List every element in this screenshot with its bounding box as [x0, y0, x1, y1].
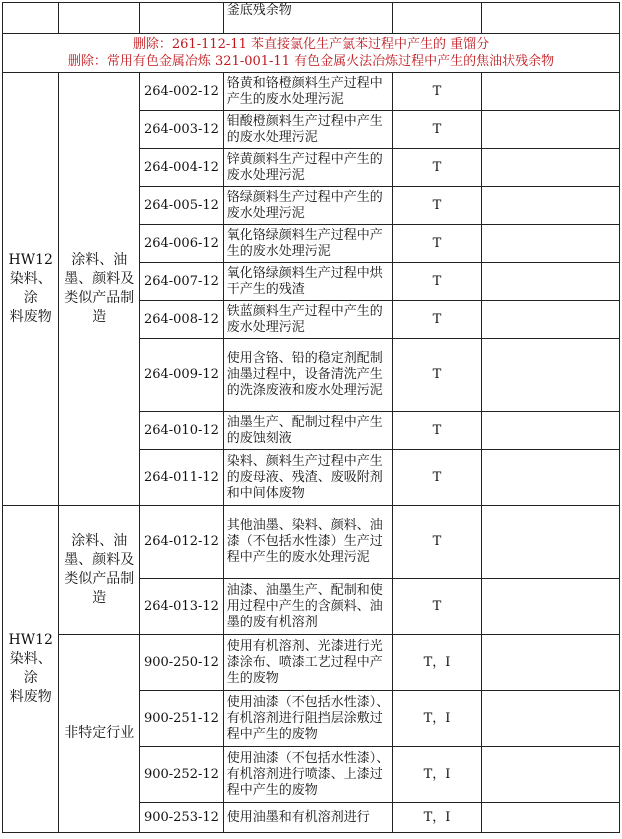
waste-code-cell: 264-003-12 — [140, 111, 224, 149]
description-cell: 氧化铬绿颜料生产过程中烘干产生的残渣 — [223, 263, 392, 301]
waste-code-cell: 900-253-12 — [140, 803, 224, 833]
description-cell: 染料、颜料生产过程中产生的废母液、残渣、废吸附剂和中间体废物 — [223, 450, 392, 506]
waste-code-cell: 264-012-12 — [140, 506, 224, 579]
description-cell: 油漆、油墨生产、配制和使用过程中产生的含颜料、油墨的废有机溶剂 — [223, 579, 392, 635]
hazard-characteristic-cell: T — [393, 412, 482, 450]
waste-category-cell: HW12 染料、涂 料废物 — [3, 73, 59, 506]
waste-code-cell: 264-013-12 — [140, 579, 224, 635]
description-cell: 氧化铬绿颜料生产过程中产生的废水处理污泥 — [223, 225, 392, 263]
hazard-characteristic-cell: T — [393, 339, 482, 412]
hazardous-waste-table — [2, 2, 620, 833]
empty-cell — [481, 339, 619, 412]
waste-code-cell: 264-002-12 — [140, 73, 224, 111]
waste-code-cell: 264-004-12 — [140, 149, 224, 187]
waste-code-cell: 900-250-12 — [140, 635, 224, 691]
description-cell: 钼酸橙颜料生产过程中产生的废水处理污泥 — [223, 111, 392, 149]
hazard-characteristic-cell: T — [393, 301, 482, 339]
table-row — [3, 506, 620, 579]
deletion-notice-line-1: 删除：261-112-11 苯直接氯化生产氯苯过程中产生的 重馏分 — [132, 37, 490, 52]
hazard-characteristic-cell: T — [393, 111, 482, 149]
industry-source-cell: 涂料、油墨、颜料及类似产品制造 — [59, 506, 140, 635]
hazard-characteristic-cell: T — [393, 506, 482, 579]
hazard-characteristic-cell: T — [393, 450, 482, 506]
empty-cell — [481, 187, 619, 225]
industry-source-cell: 非特定行业 — [59, 635, 140, 833]
description-cell: 使用含铬、铅的稳定剂配制油墨过程中，设备清洗产生的洗涤废液和废水处理污泥 — [223, 339, 392, 412]
waste-code-cell: 264-009-12 — [140, 339, 224, 412]
table-row — [3, 3, 620, 34]
deletion-notice-row — [3, 34, 620, 73]
description-cell: 釜底残余物 — [223, 3, 392, 34]
hazard-characteristic-cell: T — [393, 187, 482, 225]
empty-cell — [481, 225, 619, 263]
description-cell: 铁蓝颜料生产过程中产生的废水处理污泥 — [223, 301, 392, 339]
description-cell: 使用油墨和有机溶剂进行 — [223, 803, 392, 833]
hazard-characteristic-cell: T — [393, 73, 482, 111]
waste-category-cell: HW12 染料、涂 料废物 — [3, 506, 59, 833]
empty-cell — [481, 111, 619, 149]
hazard-characteristic-cell: T — [393, 225, 482, 263]
empty-cell — [481, 635, 619, 691]
description-cell: 油墨生产、配制过程中产生的废蚀刻液 — [223, 412, 392, 450]
table-row — [3, 635, 620, 691]
description-cell: 使用有机溶剂、光漆进行光漆涂布、喷漆工艺过程中产生的废物 — [223, 635, 392, 691]
empty-cell — [481, 747, 619, 803]
description-cell: 铬黄和铬橙颜料生产过程中产生的废水处理污泥 — [223, 73, 392, 111]
table-row — [3, 73, 620, 111]
description-cell: 使用油漆（不包括水性漆）、有机溶剂进行喷漆、上漆过程中产生的废物 — [223, 747, 392, 803]
deletion-notice-line-2: 删除：常用有色金属冶炼 321-001-11 有色金属火法冶炼过程中产生的焦油状残余物 — [67, 54, 555, 69]
hazard-characteristic-cell: T — [393, 579, 482, 635]
empty-cell — [481, 301, 619, 339]
industry-source-cell: 涂料、油墨、颜料及类似产品制造 — [59, 73, 140, 506]
empty-cell — [481, 149, 619, 187]
empty-cell — [481, 263, 619, 301]
deletion-notice — [3, 34, 620, 73]
description-cell: 使用油漆（不包括水性漆）、有机溶剂进行阻挡层涂敷过程中产生的废物 — [223, 691, 392, 747]
hazard-characteristic-cell: T — [393, 149, 482, 187]
empty-cell — [481, 73, 619, 111]
empty-cell — [481, 506, 619, 579]
waste-code-cell: 264-007-12 — [140, 263, 224, 301]
description-cell: 铬绿颜料生产过程中产生的废水处理污泥 — [223, 187, 392, 225]
description-cell: 其他油墨、染料、颜料、油漆（不包括水性漆）生产过程中产生的废水处理污泥 — [223, 506, 392, 579]
hazard-characteristic-cell: T，I — [393, 803, 482, 833]
waste-code-cell: 264-006-12 — [140, 225, 224, 263]
waste-code-cell: 264-010-12 — [140, 412, 224, 450]
empty-cell — [481, 803, 619, 833]
waste-code-cell: 900-251-12 — [140, 691, 224, 747]
description-cell: 锌黄颜料生产过程中产生的废水处理污泥 — [223, 149, 392, 187]
waste-code-cell: 264-005-12 — [140, 187, 224, 225]
hazard-characteristic-cell: T，I — [393, 747, 482, 803]
empty-cell — [481, 691, 619, 747]
empty-cell — [481, 450, 619, 506]
empty-cell — [481, 412, 619, 450]
waste-code-cell: 264-008-12 — [140, 301, 224, 339]
empty-cell — [481, 579, 619, 635]
hazard-characteristic-cell: T，I — [393, 691, 482, 747]
waste-code-cell: 900-252-12 — [140, 747, 224, 803]
hazard-characteristic-cell: T，I — [393, 635, 482, 691]
waste-code-cell: 264-011-12 — [140, 450, 224, 506]
hazard-characteristic-cell: T — [393, 263, 482, 301]
